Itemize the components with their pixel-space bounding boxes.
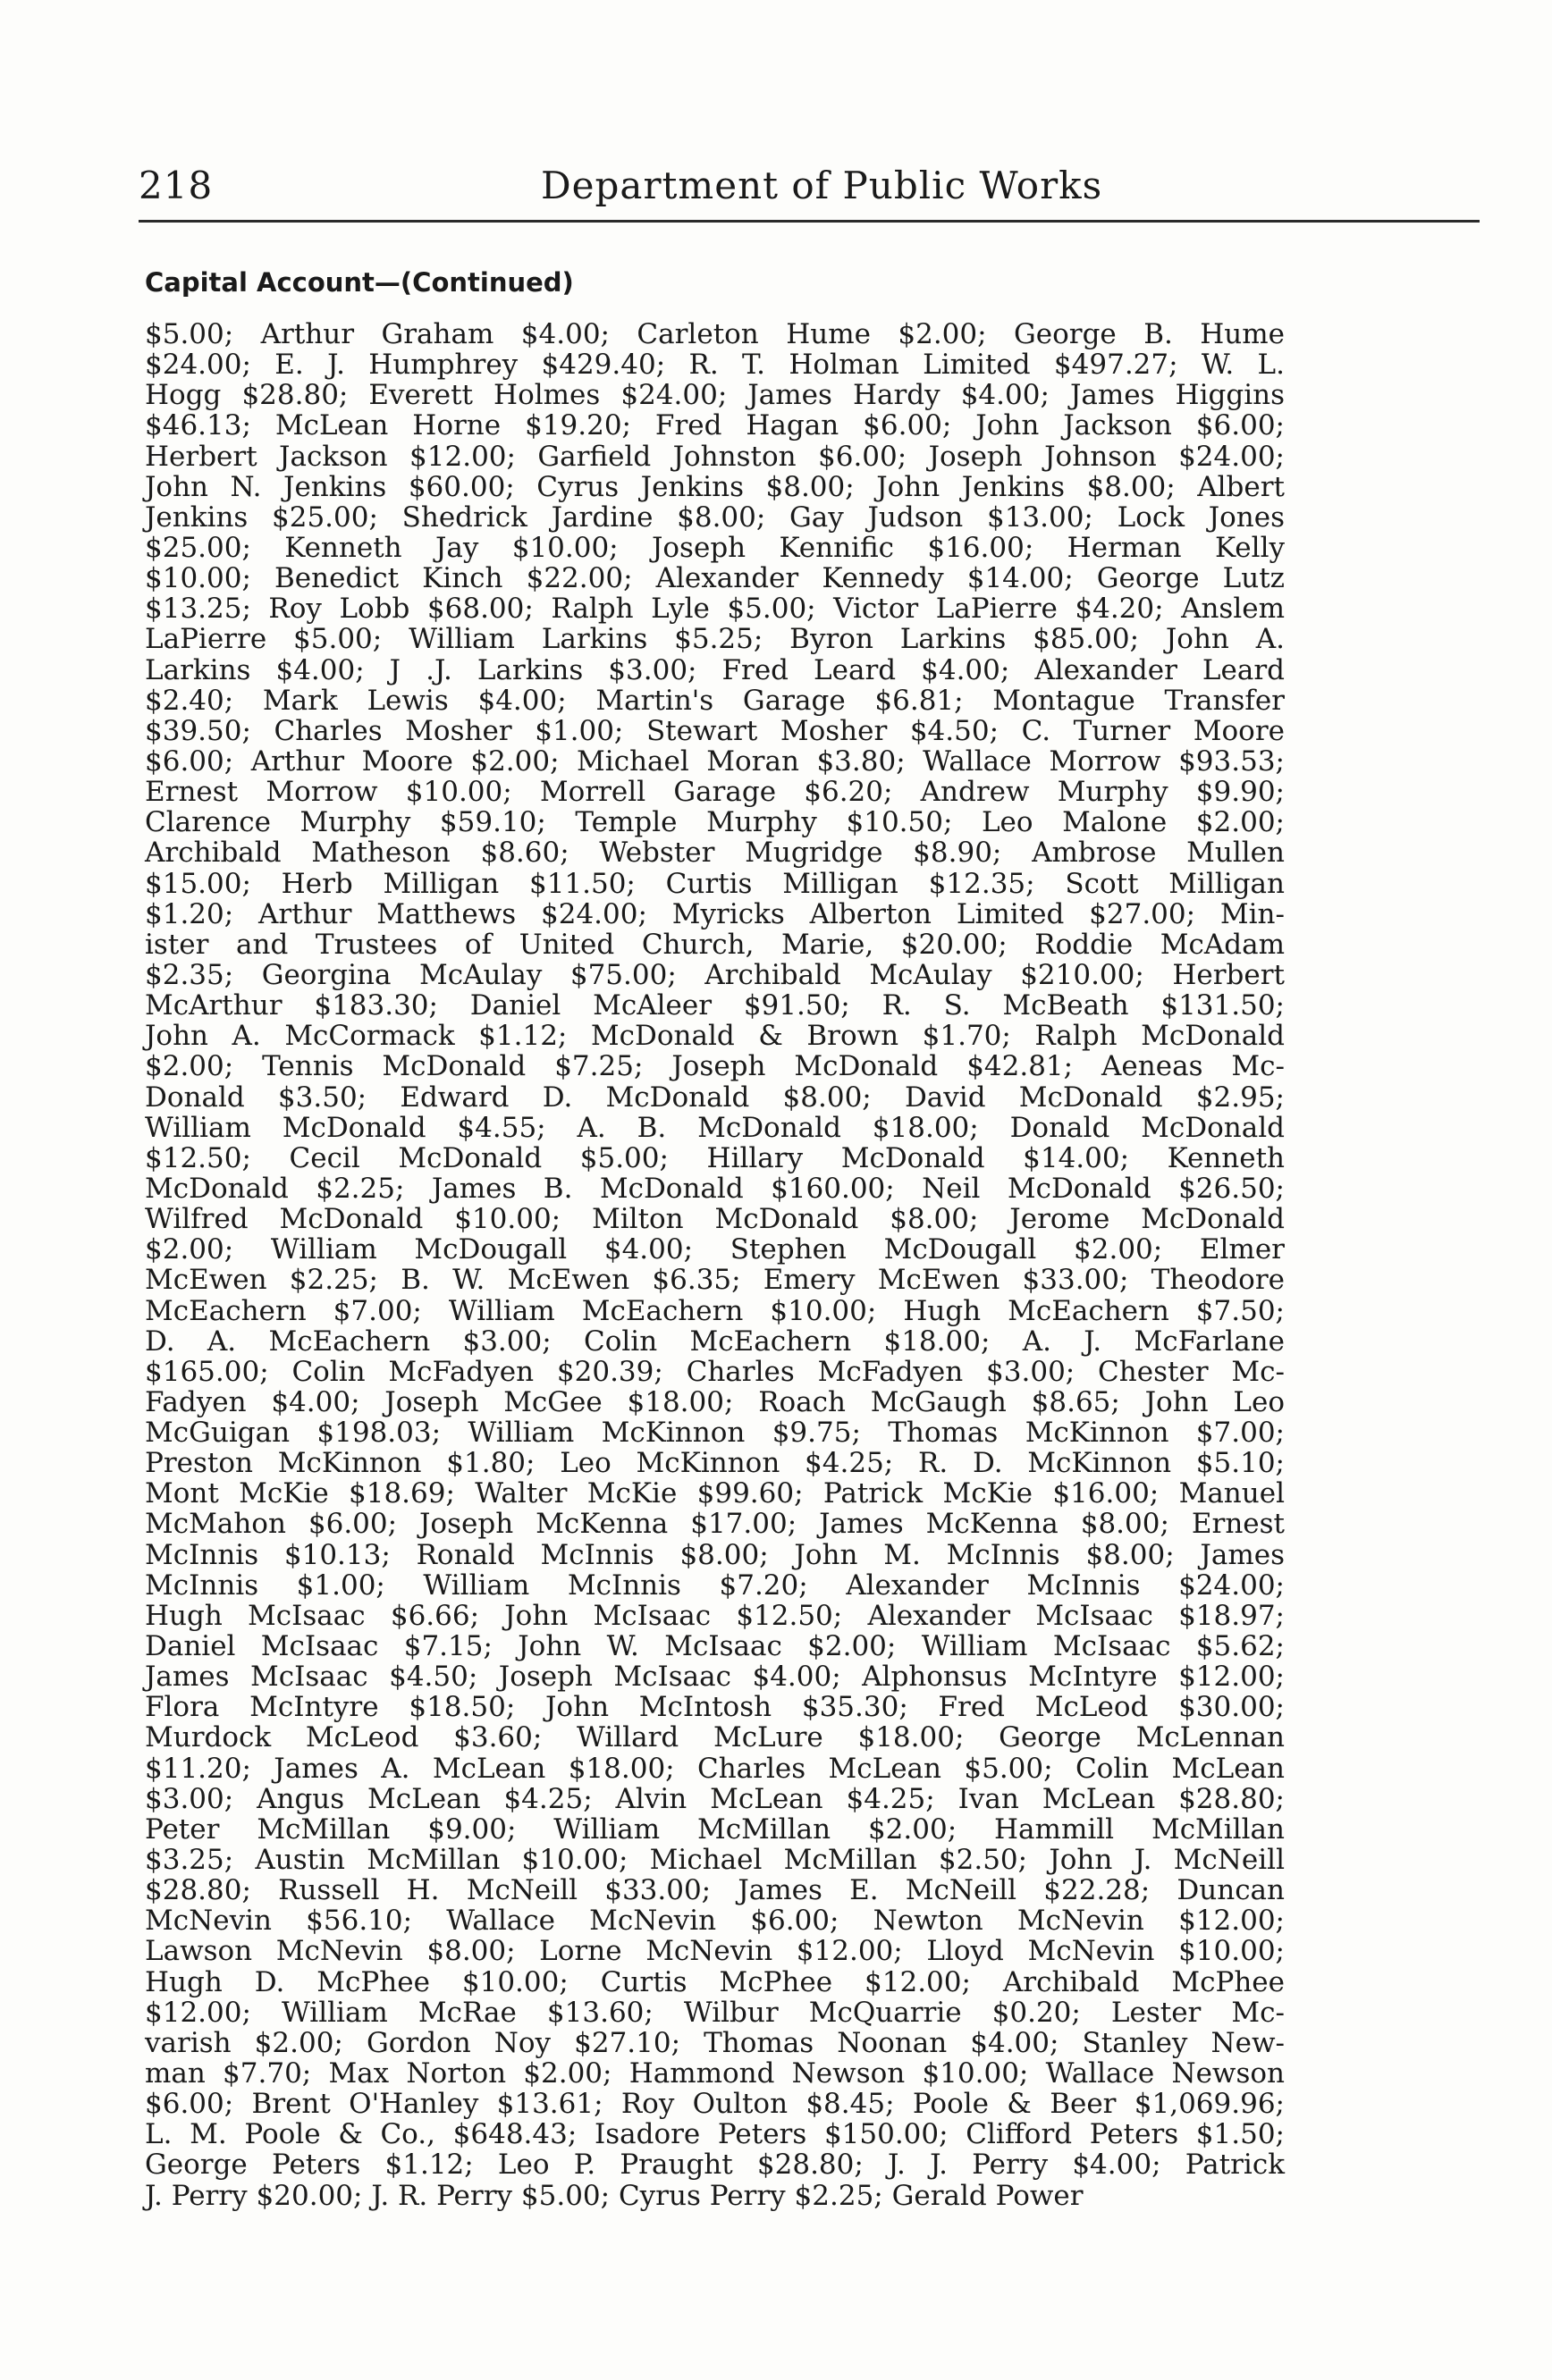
text-line: McArthur $183.30; Daniel McAleer $91.50; R. S. McBeath $131.50; — [145, 989, 1285, 1022]
text-line: Lawson McNevin $8.00; Lorne McNevin $12.00; Lloyd McNevin $10.00; — [145, 1935, 1285, 1968]
text-line: Hugh D. McPhee $10.00; Curtis McPhee $12.00; Archibald McPhee — [145, 1965, 1285, 1998]
text-line: $6.00; Arthur Moore $2.00; Michael Moran $3.80; Wallace Morrow $93.53; — [145, 744, 1285, 778]
text-line: Hugh McIsaac $6.66; John McIsaac $12.50; Alexander McIsaac $18.97; — [145, 1599, 1285, 1632]
text-line: varish $2.00; Gordon Noy $27.10; Thomas Noonan $4.00; Stanley New- — [145, 2026, 1285, 2059]
text-line: $2.35; Georgina McAulay $75.00; Archibald McAulay $210.00; Herbert — [145, 958, 1285, 991]
text-line: John A. McCormack $1.12; McDonald & Brown $1.70; Ralph McDonald — [145, 1020, 1285, 1053]
text-line: McInnis $10.13; Ronald McInnis $8.00; John M. McInnis $8.00; James — [145, 1538, 1285, 1571]
text-line: Wilfred McDonald $10.00; Milton McDonald $8.00; Jerome McDonald — [145, 1203, 1285, 1236]
text-line: Hogg $28.80; Everett Holmes $24.00; James Hardy $4.00; James Higgins — [145, 379, 1285, 412]
text-line: William McDonald $4.55; A. B. McDonald $18.00; Donald McDonald — [145, 1111, 1285, 1144]
text-line: $1.20; Arthur Matthews $24.00; Myricks Alberton Limited $27.00; Min- — [145, 897, 1285, 930]
text-line: $5.00; Arthur Graham $4.00; Carleton Hume $2.00; George B. Hume — [145, 318, 1285, 350]
text-line: Clarence Murphy $59.10; Temple Murphy $10.50; Leo Malone $2.00; — [145, 806, 1285, 839]
page-header — [139, 159, 1480, 213]
text-line: L. M. Poole & Co., $648.43; Isadore Peters $150.00; Clifford Peters $1.50; — [145, 2118, 1285, 2151]
text-line: $46.13; McLean Horne $19.20; Fred Hagan $6.00; John Jackson $6.00; — [145, 409, 1285, 442]
text-line: $165.00; Colin McFadyen $20.39; Charles McFadyen $3.00; Chester Mc- — [145, 1355, 1285, 1388]
text-line: $3.25; Austin McMillan $10.00; Michael McMillan $2.50; John J. McNeill — [145, 1844, 1285, 1877]
text-line: Fadyen $4.00; Joseph McGee $18.00; Roach McGaugh $8.65; John Leo — [145, 1385, 1285, 1418]
text-line: McMahon $6.00; Joseph McKenna $17.00; James McKenna $8.00; Ernest — [145, 1508, 1285, 1541]
text-line: $25.00; Kenneth Jay $10.00; Joseph Kennific $16.00; Herman Kelly — [145, 531, 1285, 564]
text-line: McGuigan $198.03; William McKinnon $9.75; Thomas McKinnon $7.00; — [145, 1417, 1285, 1450]
text-line: Preston McKinnon $1.80; Leo McKinnon $4.25; R. D. McKinnon $5.10; — [145, 1447, 1285, 1480]
text-line: $2.00; William McDougall $4.00; Stephen McDougall $2.00; Elmer — [145, 1233, 1285, 1266]
text-line: Mont McKie $18.69; Walter McKie $99.60; Patrick McKie $16.00; Manuel — [145, 1477, 1285, 1510]
text-line: Herbert Jackson $12.00; Garfield Johnston $6.00; Joseph Johnson $24.00; — [145, 440, 1285, 473]
text-line: Jenkins $25.00; Shedrick Jardine $8.00; Gay Judson $13.00; Lock Jones — [145, 500, 1285, 534]
text-line: $10.00; Benedict Kinch $22.00; Alexander Kennedy $14.00; George Lutz — [145, 562, 1285, 595]
text-line: Daniel McIsaac $7.15; John W. McIsaac $2.00; William McIsaac $5.62; — [145, 1630, 1285, 1663]
section-heading: Capital Account—(Continued) — [145, 267, 574, 298]
text-line: $6.00; Brent O'Hanley $13.61; Roy Oulton $8.45; Poole & Beer $1,069.96; — [145, 2088, 1285, 2121]
text-line: Murdock McLeod $3.60; Willard McLure $18.00; George McLennan — [145, 1721, 1285, 1754]
text-line: McEachern $7.00; William McEachern $10.00; Hugh McEachern $7.50; — [145, 1294, 1285, 1327]
text-line: $24.00; E. J. Humphrey $429.40; R. T. Holman Limited $497.27; W. L. — [145, 349, 1285, 382]
text-line: man $7.70; Max Norton $2.00; Hammond Newson $10.00; Wallace Newson — [145, 2057, 1285, 2090]
text-line: Ernest Morrow $10.00; Morrell Garage $6.20; Andrew Murphy $9.90; — [145, 776, 1285, 809]
text-line: Flora McIntyre $18.50; John McIntosh $35.30; Fred McLeod $30.00; — [145, 1691, 1285, 1724]
text-line: $39.50; Charles Mosher $1.00; Stewart Mosher $4.50; C. Turner Moore — [145, 714, 1285, 747]
text-line: Donald $3.50; Edward D. McDonald $8.00; David McDonald $2.95; — [145, 1081, 1285, 1114]
text-line: ister and Trustees of United Church, Marie, $20.00; Roddie McAdam — [145, 928, 1285, 961]
text-line: $13.25; Roy Lobb $68.00; Ralph Lyle $5.00; Victor LaPierre $4.20; Anslem — [145, 593, 1285, 626]
text-line: $3.00; Angus McLean $4.25; Alvin McLean $4.25; Ivan McLean $28.80; — [145, 1782, 1285, 1815]
text-line: $11.20; James A. McLean $18.00; Charles McLean $5.00; Colin McLean — [145, 1752, 1285, 1785]
text-line: McEwen $2.25; B. W. McEwen $6.35; Emery McEwen $33.00; Theodore — [145, 1264, 1285, 1297]
body-text — [145, 319, 1285, 2211]
text-line: Archibald Matheson $8.60; Webster Mugridge $8.90; Ambrose Mullen — [145, 837, 1285, 870]
text-line: J. Perry $20.00; J. R. Perry $5.00; Cyrus Perry $2.25; Gerald Power — [145, 2179, 1084, 2212]
text-line: $28.80; Russell H. McNeill $33.00; James E. McNeill $22.28; Duncan — [145, 1874, 1285, 1907]
text-line: $12.50; Cecil McDonald $5.00; Hillary McDonald $14.00; Kenneth — [145, 1141, 1285, 1174]
text-line: Peter McMillan $9.00; William McMillan $2.00; Hammill McMillan — [145, 1812, 1285, 1846]
text-line: $15.00; Herb Milligan $11.50; Curtis Milligan $12.35; Scott Milligan — [145, 867, 1285, 900]
text-line: McNevin $56.10; Wallace McNevin $6.00; Newton McNevin $12.00; — [145, 1905, 1285, 1938]
text-line: $2.40; Mark Lewis $4.00; Martin's Garage $6.81; Montague Transfer — [145, 684, 1285, 717]
running-title: Department of Public Works — [541, 164, 1103, 207]
text-line: John N. Jenkins $60.00; Cyrus Jenkins $8.00; John Jenkins $8.00; Albert — [145, 470, 1285, 503]
text-line: $2.00; Tennis McDonald $7.25; Joseph McDonald $42.81; Aeneas Mc- — [145, 1050, 1285, 1083]
text-line: James McIsaac $4.50; Joseph McIsaac $4.00; Alphonsus McIntyre $12.00; — [145, 1661, 1285, 1694]
text-line: McInnis $1.00; William McInnis $7.20; Alexander McInnis $24.00; — [145, 1568, 1285, 1602]
text-line: $12.00; William McRae $13.60; Wilbur McQuarrie $0.20; Lester Mc- — [145, 1996, 1285, 2029]
text-line: LaPierre $5.00; William Larkins $5.25; Byron Larkins $85.00; John A. — [145, 623, 1285, 656]
text-line: D. A. McEachern $3.00; Colin McEachern $18.00; A. J. McFarlane — [145, 1325, 1285, 1358]
text-line: McDonald $2.25; James B. McDonald $160.00; Neil McDonald $26.50; — [145, 1172, 1285, 1205]
page-number: 218 — [139, 164, 214, 207]
header-rule — [139, 220, 1480, 223]
text-line: Larkins $4.00; J .J. Larkins $3.00; Fred Leard $4.00; Alexander Leard — [145, 653, 1285, 686]
text-line: George Peters $1.12; Leo P. Praught $28.80; J. J. Perry $4.00; Patrick — [145, 2149, 1285, 2182]
